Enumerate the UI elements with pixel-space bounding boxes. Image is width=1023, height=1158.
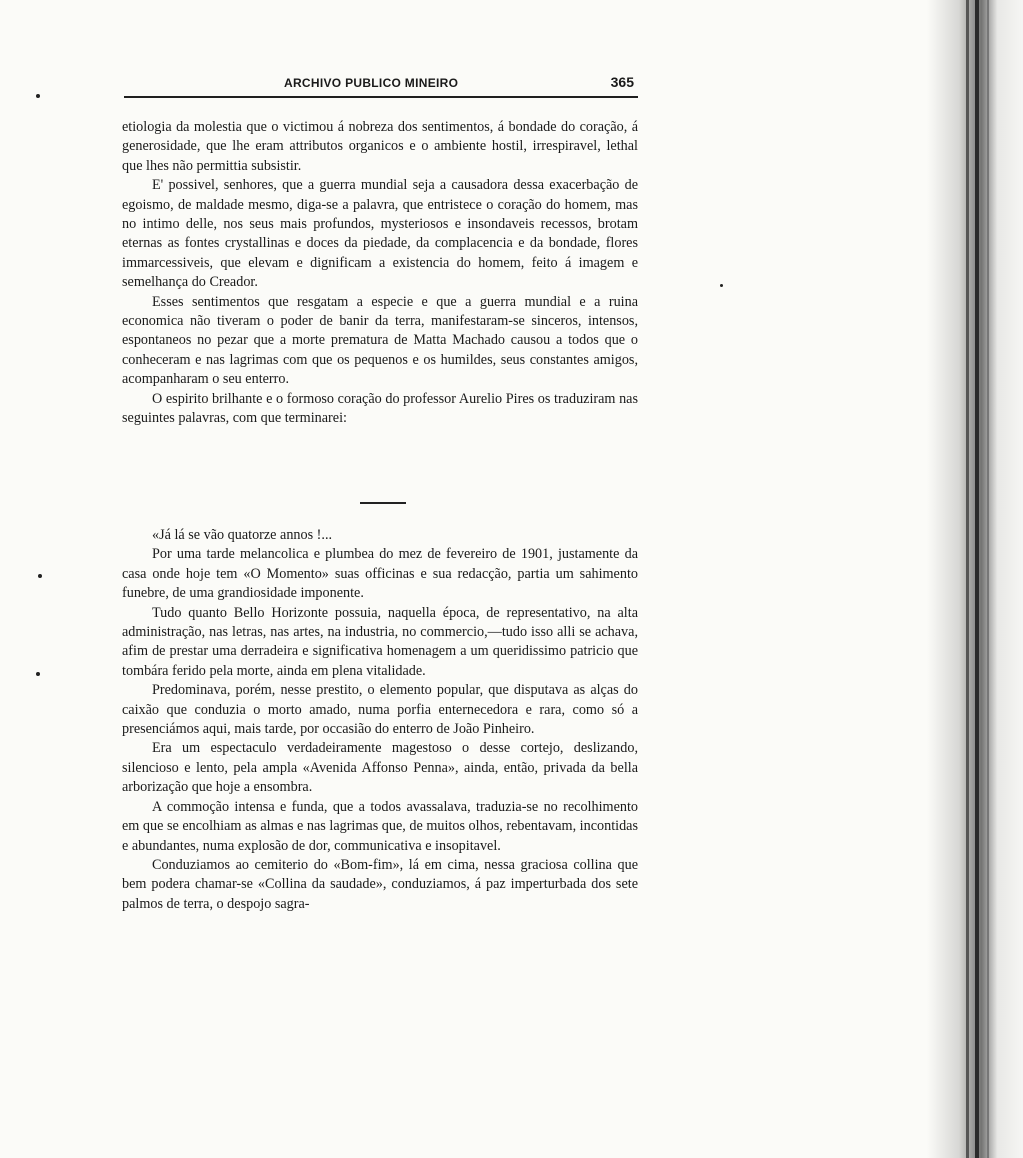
page-number: 365 [610,74,634,90]
paragraph: Era um espectaculo verdadeiramente magestoso o desse cortejo, deslizando, silencioso e lento, pela ampla «Avenida Affonso Penna», ainda, então, privada da bella arborização que hoje a ensombra. [122,740,638,796]
section-divider [360,502,406,504]
paragraph: Esses sentimentos que resgatam a especie e que a guerra mundial e a ruina economica não tiveram o poder de banir da terra, manifestaram-se sinceros, intensos, espontaneos no pezar que a morte prematura de Matta Machado causou a todos que o conheceram e nas lagrimas com que os pequenos e os humildes, seus constantes amigos, acompanharam o seu enterro. [122,293,638,388]
paragraph: etiologia da molestia que o victimou á nobreza dos sentimentos, á bondade do coração, á generosidade, que lhe eram attributos organicos e o ambiente hostil, irrespiravel, lethal que lhes não permittia subsistir. [122,119,638,174]
scan-speck [36,672,40,676]
scan-speck [720,284,723,287]
page-header [124,76,640,98]
paragraph: Conduziamos ao cemiterio do «Bom-fim», lá em cima, nessa graciosa collina que bem podera chamar-se «Collina da saudade», conduziamos, á paz imperturbada dos sete palmos de terra, o despojo sagra- [122,856,638,912]
quote-opening: «Já lá se vão quatorze annos !... [152,527,333,543]
paragraph: Tudo quanto Bello Horizonte possuia, naquella época, de representativo, na alta administração, nas letras, nas artes, na industria, no commercio,—tudo isso alli se achava, afim de prestar uma derradeira e significativa homenagem a um queridissimo patricio que tombára ferido pela morte, ainda em plena vitalidade. [122,604,638,679]
body-section-1 [122,118,638,429]
page-edge-line [966,0,969,1158]
page-edge-shadow [863,0,1023,1158]
page-edge-line [975,0,979,1158]
scan-speck [38,574,42,578]
body-section-2 [122,526,638,914]
paragraph: A commoção intensa e funda, que a todos avassalava, traduzia-se no recolhimento em que se encolhiam as almas e nas lagrimas que, de muitos olhos, rebentavam, incontidas e abundantes, numa explosão de dor, communicativa e insopitavel. [122,798,638,854]
paragraph: Predominava, porém, nesse prestito, o elemento popular, que disputava as alças do caixão que conduzia o morto amado, numa porfia enternecedora e rara, como só a presenciámos aqui, mais tarde, por occasião do enterro de João Pinheiro. [122,682,638,738]
paragraph: Por uma tarde melancolica e plumbea do mez de fevereiro de 1901, justamente da casa onde hoje tem «O Momento» suas officinas e sua redacção, partia um sahimento funebre, de uma grandiosidade imponente. [122,546,638,602]
page-edge-line [987,0,989,1158]
scan-speck [36,94,40,98]
header-rule [124,96,638,98]
running-title: ARCHIVO PUBLICO MINEIRO [284,76,459,90]
paragraph: O espirito brilhante e o formoso coração do professor Aurelio Pires os traduziram nas seguintes palavras, com que terminarei: [122,390,638,427]
paragraph: E' possivel, senhores, que a guerra mundial seja a causadora dessa exacerbação de egoismo, de maldade mesmo, diga-se a palavra, que entristece o coração do homem, mas no intimo delle, nos seus mais profundos, mysteriosos e insondaveis recessos, brotam eternas as fontes crystallinas e doces da piedade, da complacencia e da bondade, flores immarcessiveis, que elevam e dignificam a existencia do homem, feito á imagem e semelhança do Creador. [122,177,638,291]
